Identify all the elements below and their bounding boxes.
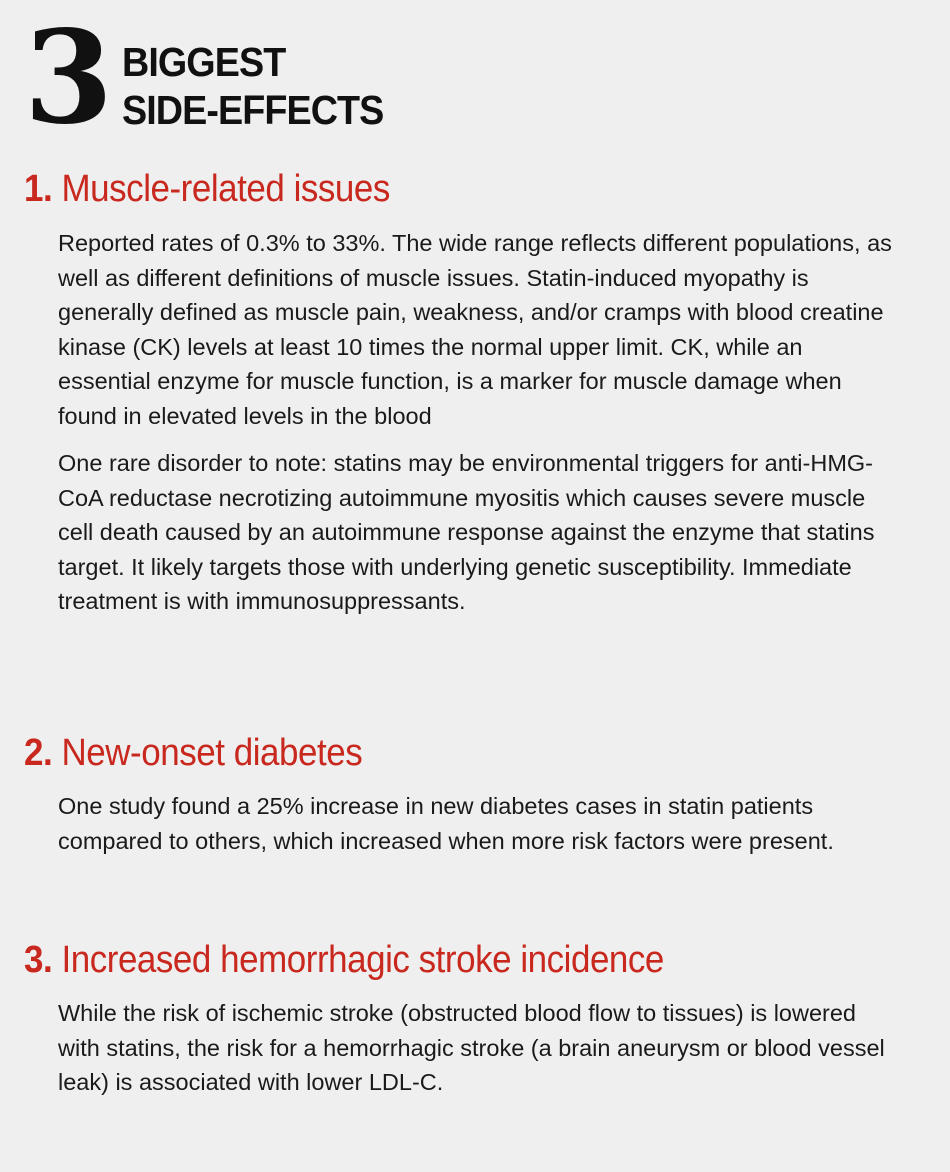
section-number: 3. [24, 939, 53, 981]
section-title: Increased hemorrhagic stroke incidence [61, 939, 664, 981]
section-title: Muscle-related issues [61, 168, 390, 210]
section-heading [24, 731, 834, 775]
header-number: 3 [24, 3, 112, 153]
section-paragraph: Reported rates of 0.3% to 33%. The wide range reflects different populations, as well as different definitions of muscle issues. Statin-induced myopathy is generally defined as muscle pain, weakness, and/or cramps with blood creatine kinase (CK) levels at least 10 times the normal upper limit. CK, while an essential enzyme for muscle function, is a marker for muscle damage when found in elevated levels in the blood [58, 230, 892, 429]
section-heading [24, 938, 834, 982]
section-title: New-onset diabetes [61, 732, 363, 774]
section-paragraph: One rare disorder to note: statins may be environmental triggers for anti-HMG-CoA reductase necrotizing autoimmune myositis which causes severe muscle cell death caused by an autoimmune response against the enzyme that statins target. It likely targets those with underlying genetic susceptibility. Immediate treatment is with immunosuppressants. [58, 450, 875, 614]
section-paragraph: While the risk of ischemic stroke (obstructed blood flow to tissues) is lowered with statins, the risk for a hemorrhagic stroke (a brain aneurysm or blood vessel leak) is associated with lower LDL-C. [58, 1000, 885, 1095]
header-title [122, 38, 490, 134]
section-hemorrhagic-stroke [24, 938, 904, 1100]
section-number: 2. [24, 732, 53, 774]
section-paragraph: One study found a 25% increase in new diabetes cases in statin patients compared to others, which increased when more risk factors were present. [58, 793, 834, 854]
section-heading [24, 167, 834, 211]
header-title-line-2: SIDE-EFFECTS [122, 87, 384, 133]
section-muscle-related-issues [24, 167, 904, 619]
header-title-line-1: BIGGEST [122, 39, 286, 85]
section-new-onset-diabetes [24, 731, 904, 858]
section-number: 1. [24, 168, 53, 210]
